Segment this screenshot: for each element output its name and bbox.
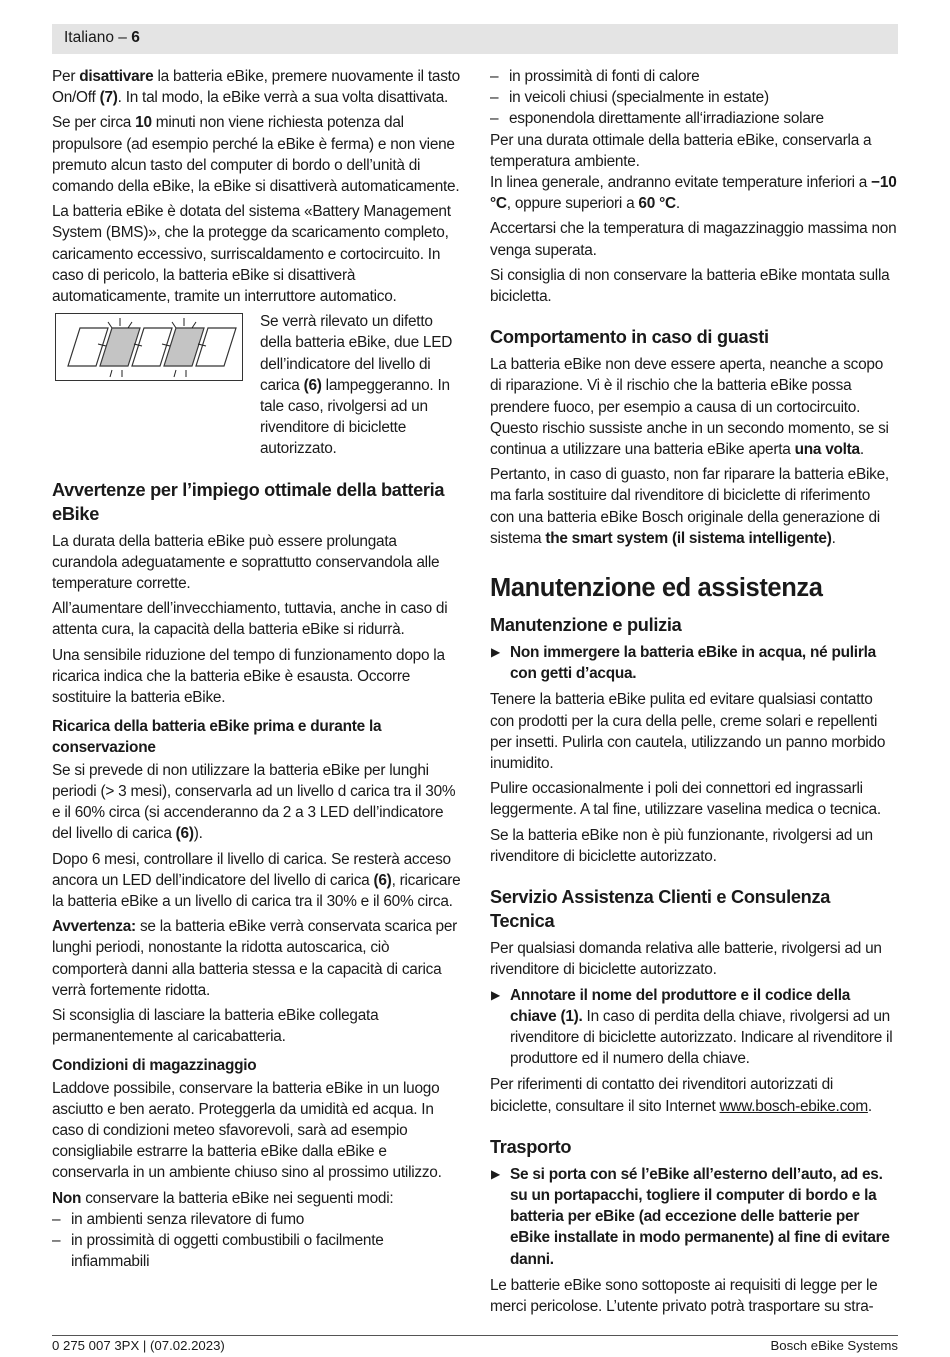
bosch-ebike-link[interactable]: www.bosch-ebike.com	[719, 1097, 868, 1115]
page-number: 6	[131, 29, 140, 46]
paragraph-non-conservare: Non conservare la batteria eBike nei seguenti modi:	[52, 1189, 394, 1207]
heading-guasti: Comportamento in caso di guasti	[490, 327, 769, 348]
led-flashing-indicator-icon	[55, 313, 243, 381]
header-language: Italiano	[64, 29, 114, 46]
heading-manutenzione-pulizia: Manutenzione e pulizia	[490, 615, 682, 636]
storage-avoid-list	[52, 1209, 462, 1273]
header-separator: –	[113, 29, 132, 46]
paragraph-poli: Pulire occasionalmente i poli dei connettori ed ingrassarli leggermente. A tal fine, utilizzare vaselina medica o tecnica.	[490, 780, 881, 819]
list-item: – in prossimità di oggetti combustibili o facilmente infiammabili	[52, 1230, 462, 1272]
bullet-annotare-chiave: ▶ Annotare il nome del produttore e il codice della chiave (1). In caso di perdita della chiave, rivolgersi ad un rivenditore di biciclette autorizzato. Indicare al rivenditore il produttore ed il numero della chiave.	[491, 986, 893, 1068]
right-column	[490, 66, 898, 1321]
triangle-right-icon: ▶	[491, 1166, 500, 1181]
paragraph-non-montata: Si consiglia di non conservare la batteria eBike montata sulla bicicletta.	[490, 266, 890, 306]
paragraph-bms: La batteria eBike è dotata del sistema «Battery Management System (BMS)», che la protegge da scaricamento completo, caricamento eccessivo, surriscaldamento e cortocircuito. In caso di pericolo, la batteria eBike si disattiverà automaticamente, tramite un interruttore automatico.	[52, 203, 451, 306]
heading-condizioni: Condizioni di magazzinaggio	[52, 1057, 257, 1075]
heading-manutenzione-assistenza: Manutenzione ed assistenza	[490, 574, 823, 603]
storage-avoid-list-continued	[490, 66, 898, 130]
triangle-right-icon: ▶	[491, 987, 500, 1002]
heading-avvertenze: Avvertenze per l’impiego ottimale della batteria eBike	[52, 479, 445, 524]
paragraph-non-funzionante: Se la batteria eBike non è più funzionante, rivolgersi ad un rivenditore di biciclette autorizzato.	[490, 826, 873, 865]
bullet-portapacchi: ▶ Se si porta con sé l’eBike all’esterno dell’auto, ad es. su un portapacchi, togliere il computer di bordo e la batteria per eBike (ad eccezione delle batterie per eBike installate in modo permanente) al fine di evitare danni.	[491, 1165, 890, 1268]
paragraph-sostituzione: Pertanto, in caso di guasto, non far riparare la batteria eBike, ma farla sostituire dal rivenditore di biciclette di riferimento con una batteria eBike Bosch originale della generazione di sistema the smart system (il sistema intelligente).	[490, 466, 889, 547]
paragraph-lunghi-periodi: Se si prevede di non utilizzare la batteria eBike per lunghi periodi (> 3 mesi), conservarla ad un livello d carica tra il 30% e il 60% circa (si accenderanno da 2 a 3 LED dell’indicatore del livello di carica (6)).	[52, 761, 456, 843]
paragraph-merci-pericolose: Le batterie eBike sono sottoposte ai requisiti di legge per le merci pericolose. L’utente privato potrà trasportare su stra-	[490, 1276, 878, 1315]
paragraph-riferimenti: Per riferimenti di contatto dei rivenditori autorizzati di biciclette, consultare il sito Internet www.bosch-ebike.com.	[490, 1076, 872, 1115]
paragraph-caricabatteria: Si sconsiglia di lasciare la batteria eBike collegata permanentemente al caricabatteria.	[52, 1006, 379, 1046]
page-header	[52, 24, 898, 54]
triangle-right-icon: ▶	[491, 645, 500, 660]
list-item: – in veicoli chiusi (specialmente in estate)	[490, 87, 898, 108]
paragraph-riduzione: Una sensibile riduzione del tempo di funzionamento dopo la ricarica indica che la batteria eBike è esausta. Occorre sostituire la batteria eBike.	[52, 646, 445, 707]
paragraph-disattivare: Per disattivare la batteria eBike, premere nuovamente il tasto On/Off (7). In tal modo, la eBike verrà a sua volta disattivata.	[52, 68, 460, 107]
paragraph-luogo-asciutto: Laddove possibile, conservare la batteria eBike in un luogo asciutto e ben aerato. Proteggerla da umidità ed acqua. In caso di condizioni meteo sfavorevoli, sarà ad esempio consigliabile estrarre la batteria eBike dalla eBike e conservarla in un ambiente chiuso sino al prossimo utilizzo.	[52, 1079, 442, 1182]
led-figure-caption: Se verrà rilevato un difetto della batteria eBike, due LED dell’indicatore del livello di carica (6) lampeggeranno. In tale caso, rivolgersi ad un rivenditore di biciclette autorizzato.	[260, 313, 453, 458]
heading-trasporto: Trasporto	[490, 1136, 572, 1157]
list-item: – in prossimità di fonti di calore	[490, 66, 898, 87]
led-figure-block	[52, 311, 462, 459]
heading-servizio: Servizio Assistenza Clienti e Consulenza Tecnica	[490, 887, 831, 932]
list-item: – in ambienti senza rilevatore di fumo	[52, 1209, 462, 1230]
paragraph-sei-mesi: Dopo 6 mesi, controllare il livello di carica. Se resterà acceso ancora un LED dell’indicatore del livello di carica (6), ricaricare la batteria eBike a un livello di carica tra il 30% e il 60% circa.	[52, 850, 461, 910]
paragraph-temperatura-massima: Accertarsi che la temperatura di magazzinaggio massima non venga superata.	[490, 220, 897, 259]
bullet-non-immergere: ▶ Non immergere la batteria eBike in acqua, né pulirla con getti d’acqua.	[491, 644, 876, 683]
page-header-text	[64, 29, 140, 47]
heading-ricarica: Ricarica della batteria eBike prima e durante la conservazione	[52, 718, 382, 757]
paragraph-domanda: Per qualsiasi domanda relativa alle batterie, rivolgersi ad un rivenditore di biciclette autorizzato.	[490, 940, 882, 979]
footer-divider	[52, 1335, 898, 1336]
paragraph-invecchiamento: All’aumentare dell’invecchiamento, tuttavia, anche in caso di attenta cura, la capacità della batteria eBike si ridurrà.	[52, 600, 448, 639]
paragraph-pulita: Tenere la batteria eBike pulita ed evitare qualsiasi contatto con prodotti per la cura della pelle, creme solari e repellenti per insetti. Pulirla con cautela, utilizzando un panno morbido inumidito.	[490, 691, 886, 773]
left-column	[52, 66, 462, 1276]
paragraph-durata: La durata della batteria eBike può essere prolungata curandola adeguatamente e soprattutto conservandola alle temperature corrette.	[52, 532, 440, 593]
paragraph-auto-off: Se per circa 10 minuti non viene richiesta potenza dal propulsore (ad esempio perché la eBike è ferma) e non viene premuto alcun tasto del computer di bordo o dell’unità di comando della eBike, la eBike si disattiverà automaticamente.	[52, 114, 460, 196]
paragraph-temperature-limiti: In linea generale, andranno evitate temperature inferiori a −10 °C, oppure superiori a 60 °C.	[490, 174, 897, 213]
paragraph-avvertenza: Avvertenza: se la batteria eBike verrà conservata scarica per lunghi periodi, nonostante la ridotta autoscarica, ciò comporterà danni alla batteria stessa e la capacità di carica verrà fortemente ridotta.	[52, 918, 458, 999]
list-item: – esponendola direttamente all‘irradiazione solare	[490, 108, 898, 129]
footer-doc-number: 0 275 007 3PX | (07.02.2023)	[52, 1338, 225, 1353]
footer-brand: Bosch eBike Systems	[770, 1338, 898, 1353]
paragraph-temperatura-ambiente: Per una durata ottimale della batteria eBike, conservarla a temperatura ambiente.	[490, 131, 872, 170]
paragraph-non-aprire: La batteria eBike non deve essere aperta, neanche a scopo di riparazione. Vi è il rischio che la batteria eBike possa prendere fuoco, per esempio a causa di un cortocircuito. Questo rischio sussiste anche in un secondo momento, se si continua a utilizzare una batteria eBike aperta una volta.	[490, 356, 889, 459]
